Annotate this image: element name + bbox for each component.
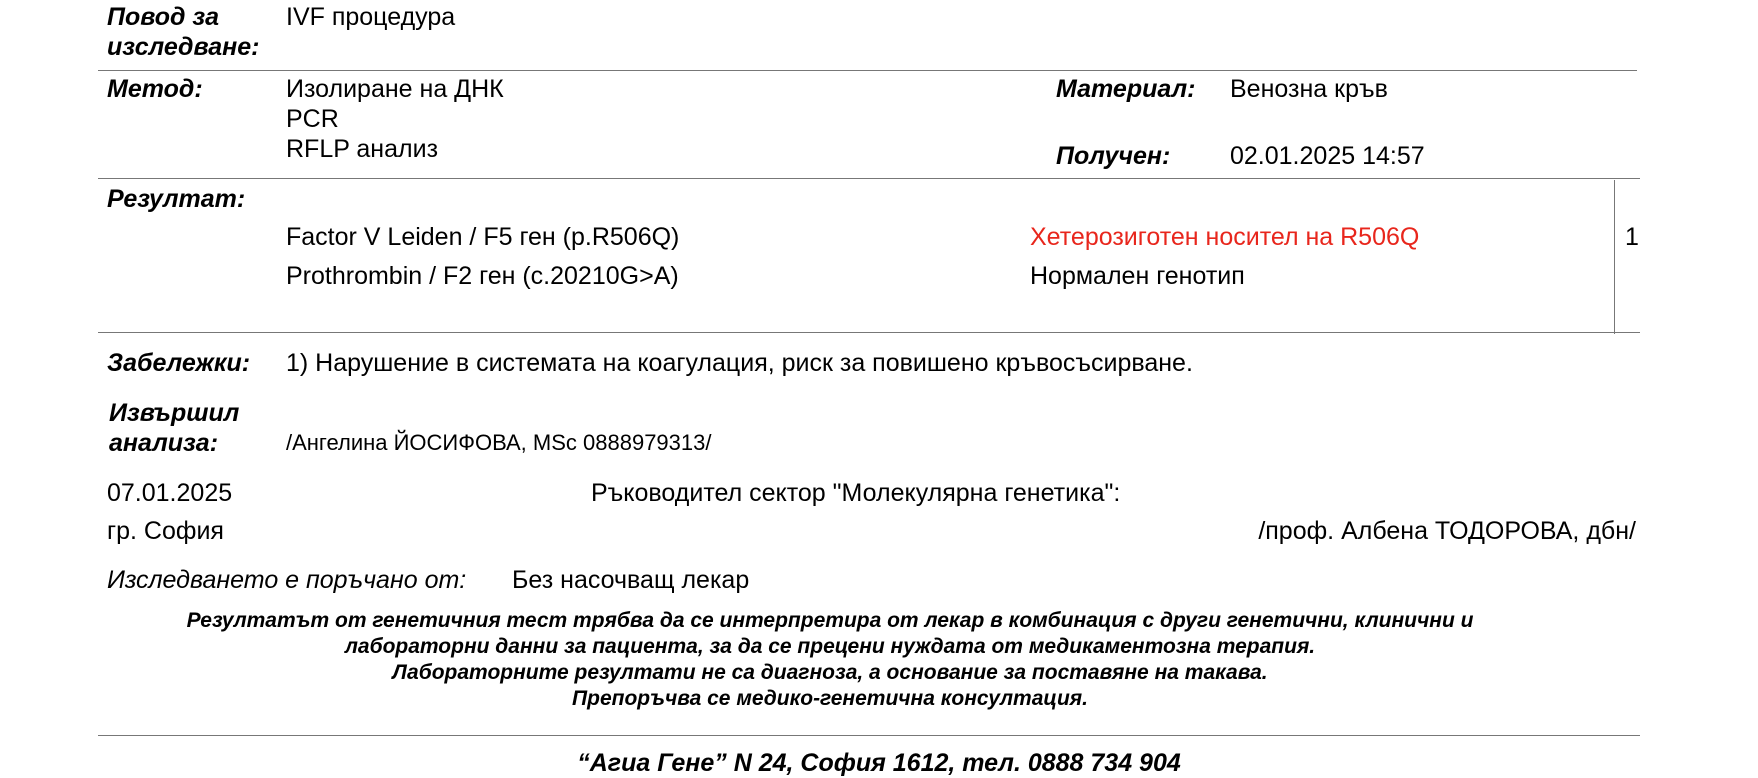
- performed-by-label: [109, 398, 239, 458]
- reason-label-line2: изследване:: [107, 33, 260, 61]
- method-item: Изолиране на ДНК: [286, 75, 504, 103]
- method-item: PCR: [286, 105, 339, 133]
- result-outcome: Нормален генотип: [1030, 262, 1245, 290]
- disclaimer-line: Лабораторните резултати не са диагноза, а основание за поставяне на такава.: [392, 661, 1268, 684]
- method-list: [286, 74, 504, 164]
- head-title: Ръководител сектор "Молекулярна генетика":: [591, 479, 1121, 507]
- material-label: Материал:: [1056, 75, 1196, 103]
- received-value: 02.01.2025 14:57: [1230, 142, 1425, 170]
- disclaimer-line: Резултатът от генетичния тест трябва да се интерпретира от лекар в комбинация с други генетични, клинични и: [186, 609, 1474, 632]
- performed-by-label-line2: анализа:: [109, 429, 219, 457]
- received-label: Получен:: [1056, 142, 1171, 170]
- material-value: Венозна кръв: [1230, 75, 1388, 103]
- ordered-by-value: Без насочващ лекар: [512, 566, 750, 594]
- divider-footer: [98, 735, 1640, 736]
- method-item: RFLP анализ: [286, 135, 439, 163]
- performed-by-label-line1: Извършил: [109, 399, 240, 427]
- result-test: Factor V Leiden / F5 ген (p.R506Q): [286, 223, 680, 251]
- report-date: 07.01.2025: [107, 479, 233, 507]
- result-outcome-highlight: Хетерозиготен носител на R506Q: [1030, 223, 1420, 251]
- notes-text: 1) Нарушение в системата на коагулация, риск за повишено кръвосъсирване.: [286, 349, 1193, 377]
- divider-method: [98, 178, 1640, 179]
- result-note-ref: 1: [1625, 223, 1639, 251]
- notes-label: Забележки:: [107, 349, 251, 377]
- divider-result: [98, 332, 1640, 333]
- result-label: Резултат:: [107, 185, 246, 213]
- ordered-by-label: Изследването е поръчано от:: [107, 566, 467, 594]
- method-label: Метод:: [107, 75, 203, 103]
- head-name: /проф. Албена ТОДОРОВА, дбн/: [1258, 517, 1636, 545]
- reason-value: IVF процедура: [286, 3, 456, 31]
- performed-by-value: /Ангелина ЙОСИФОВА, MSc 0888979313/: [286, 430, 712, 455]
- report-city: гр. София: [107, 517, 224, 545]
- disclaimer-line: лабораторни данни за пациента, за да се прецени нуждата от медикаментозна терапия.: [344, 635, 1316, 658]
- result-test: Prothrombin / F2 ген (c.20210G>A): [286, 262, 679, 290]
- reason-label: [107, 2, 260, 62]
- disclaimer-line: Препоръчва се медико-генетична консултация.: [572, 687, 1088, 710]
- result-column-divider: [1614, 180, 1615, 334]
- disclaimer: [120, 608, 1540, 712]
- footer-text: “Агиа Гене” N 24, София 1612, тел. 0888 734 904: [577, 749, 1181, 777]
- divider-top: [98, 70, 1637, 71]
- reason-label-line1: Повод за: [107, 3, 220, 31]
